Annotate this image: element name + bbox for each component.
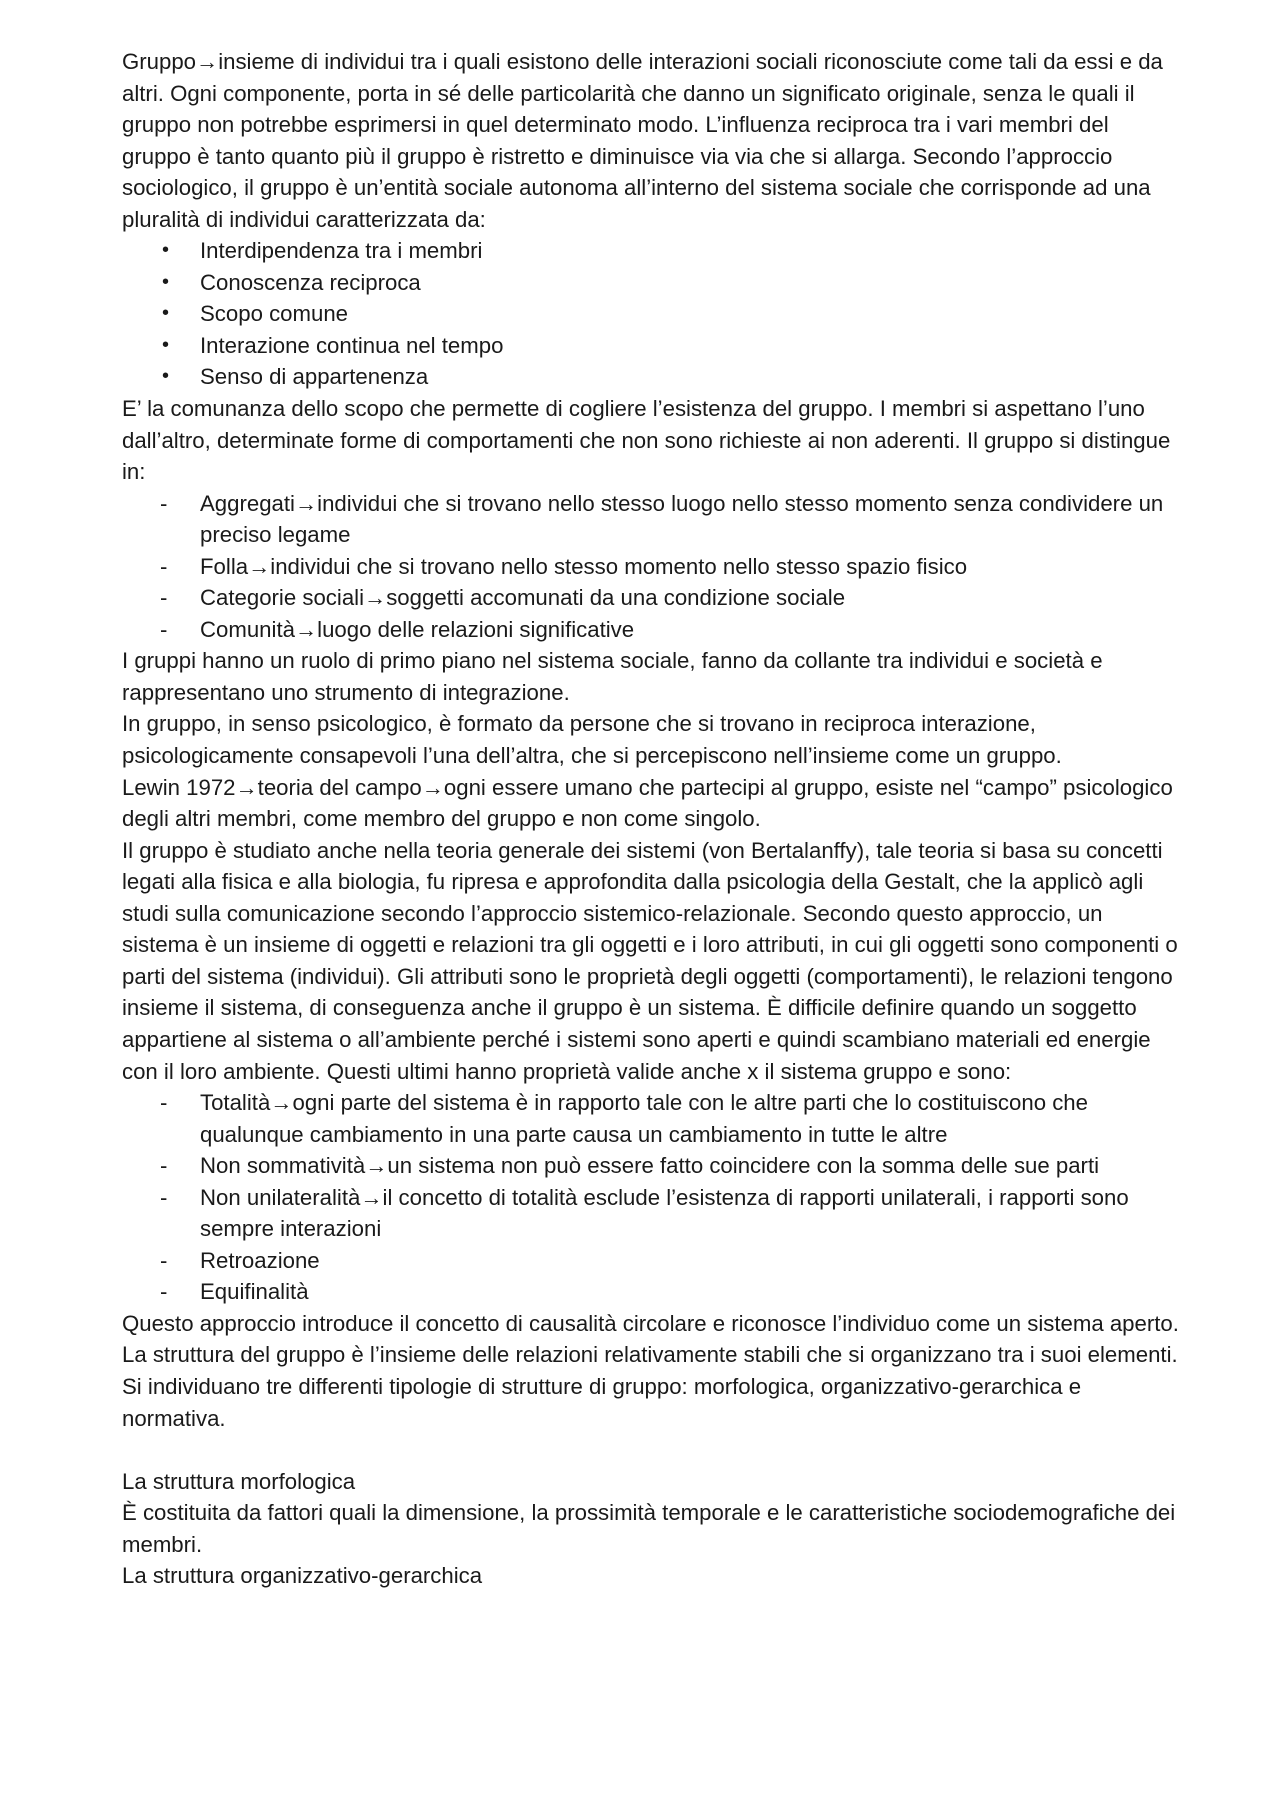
list-item: • Conoscenza reciproca (122, 267, 1182, 299)
list-item: - Comunità→luogo delle relazioni significative (122, 614, 1182, 646)
paragraph-teoria-sistemi: Il gruppo è studiato anche nella teoria generale dei sistemi (von Bertalanffy), tale teoria si basa su concetti legati alla fisica e alla biologia, fu ripresa e approfondita dalla psicologia della Gestalt, che la applicò agli studi sulla comunicazione secondo l’approccio sistemico-relazionale. Secondo questo approccio, un sistema è un insieme di oggetti e relazioni tra gli oggetti e i loro attributi, in cui gli oggetti sono componenti o parti del sistema (individui). Gli attributi sono le proprietà degli oggetti (comportamenti), le relazioni tengono insieme il sistema, di conseguenza anche il gruppo è un sistema. È difficile definire quando un soggetto appartiene al sistema o all’ambiente perché i sistemi sono aperti e quindi scambiano materiali ed energie con il loro ambiente. Questi ultimi hanno proprietà valide anche x il sistema gruppo e sono: (122, 837, 1178, 1084)
heading-struttura-organizzativa: La struttura organizzativo-gerarchica (122, 1563, 483, 1589)
dash-marker: - (160, 553, 168, 579)
paragraph-struttura: La struttura del gruppo è l’insieme delle relazioni relativamente stabili che si organizzano tra i suoi elementi. Si individuano tre differenti tipologie di strutture di gruppo: morfologica, organizzativo-gerarchica e normativa. (122, 1342, 1178, 1431)
list-item: - Retroazione (122, 1245, 1182, 1277)
list-item: - Aggregati→individui che si trovano nello stesso luogo nello stesso momento senza condividere un preciso legame (122, 488, 1182, 551)
dash-marker: - (160, 616, 168, 642)
bullet-marker: • (162, 239, 170, 262)
bullet-marker: • (162, 270, 170, 293)
dash-marker: - (160, 1153, 168, 1179)
heading-struttura-morfologica: La struttura morfologica (122, 1468, 356, 1494)
paragraph-scopo: E’ la comunanza dello scopo che permette di cogliere l’esistenza del gruppo. I membri si aspettano l’uno dall’altro, determinate forme di comportamenti che non sono richieste ai non aderenti. Il gruppo si distingue in: (122, 396, 1171, 485)
paragraph-causalita: Questo approccio introduce il concetto di causalità circolare e riconosce l’individuo come un sistema aperto. (122, 1310, 1179, 1336)
paragraph-morfologica: È costituita da fattori quali la dimensione, la prossimità temporale e le caratteristiche sociodemografiche dei membri. (122, 1500, 1176, 1557)
list-item: - Equifinalità (122, 1276, 1182, 1308)
group-types-list (122, 488, 1182, 646)
list-item: • Interdipendenza tra i membri (122, 235, 1182, 267)
dash-marker: - (160, 585, 168, 611)
dash-marker: - (160, 1247, 168, 1273)
characteristics-list (122, 235, 1182, 393)
list-item: • Scopo comune (122, 298, 1182, 330)
paragraph-lewin: Lewin 1972→teoria del campo→ogni essere umano che partecipi al gruppo, esiste nel “campo” psicologico degli altri membri, come membro del gruppo e non come singolo. (122, 774, 1173, 832)
list-item: - Non sommatività→un sistema non può essere fatto coincidere con la somma delle sue parti (122, 1150, 1182, 1182)
dash-marker: - (160, 490, 168, 516)
dash-marker: - (160, 1184, 168, 1210)
document-page (122, 46, 1182, 1592)
bullet-marker: • (162, 333, 170, 356)
dash-marker: - (160, 1279, 168, 1305)
list-item: • Senso di appartenenza (122, 361, 1182, 393)
list-item: - Folla→individui che si trovano nello stesso momento nello stesso spazio fisico (122, 551, 1182, 583)
list-item: - Categorie sociali→soggetti accomunati da una condizione sociale (122, 582, 1182, 614)
bullet-marker: • (162, 365, 170, 388)
paragraph-senso-psicologico: In gruppo, in senso psicologico, è formato da persone che si trovano in reciproca interazione, psicologicamente consapevoli l’una dell’altra, che si percepiscono nell’insieme come un gruppo. (122, 711, 1062, 769)
paragraph-ruolo: I gruppi hanno un ruolo di primo piano nel sistema sociale, fanno da collante tra individui e società e rappresentano uno strumento di integrazione. (122, 648, 1103, 705)
bullet-marker: • (162, 302, 170, 325)
blank-line (122, 1434, 1182, 1466)
list-item: - Non unilateralità→il concetto di totalità esclude l’esistenza di rapporti unilaterali, i rapporti sono sempre interazioni (122, 1182, 1182, 1245)
list-item: - Totalità→ogni parte del sistema è in rapporto tale con le altre parti che lo costituiscono che qualunque cambiamento in una parte causa un cambiamento in tutte le altre (122, 1087, 1182, 1150)
dash-marker: - (160, 1090, 168, 1116)
paragraph-gruppo-definition: Gruppo→insieme di individui tra i quali esistono delle interazioni sociali riconosciute come tali da essi e da altri. Ogni componente, porta in sé delle particolarità che danno un significato originale, senza le quali il gruppo non potrebbe esprimersi in quel determinato modo. L’influenza reciproca tra i vari membri del gruppo è tanto quanto più il gruppo è ristretto e diminuisce via via che si allarga. Secondo l’approccio sociologico, il gruppo è un’entità sociale autonoma all’interno del sistema sociale che corrisponde ad una pluralità di individui caratterizzata da: (122, 49, 1163, 232)
list-item: • Interazione continua nel tempo (122, 330, 1182, 362)
system-properties-list (122, 1087, 1182, 1308)
